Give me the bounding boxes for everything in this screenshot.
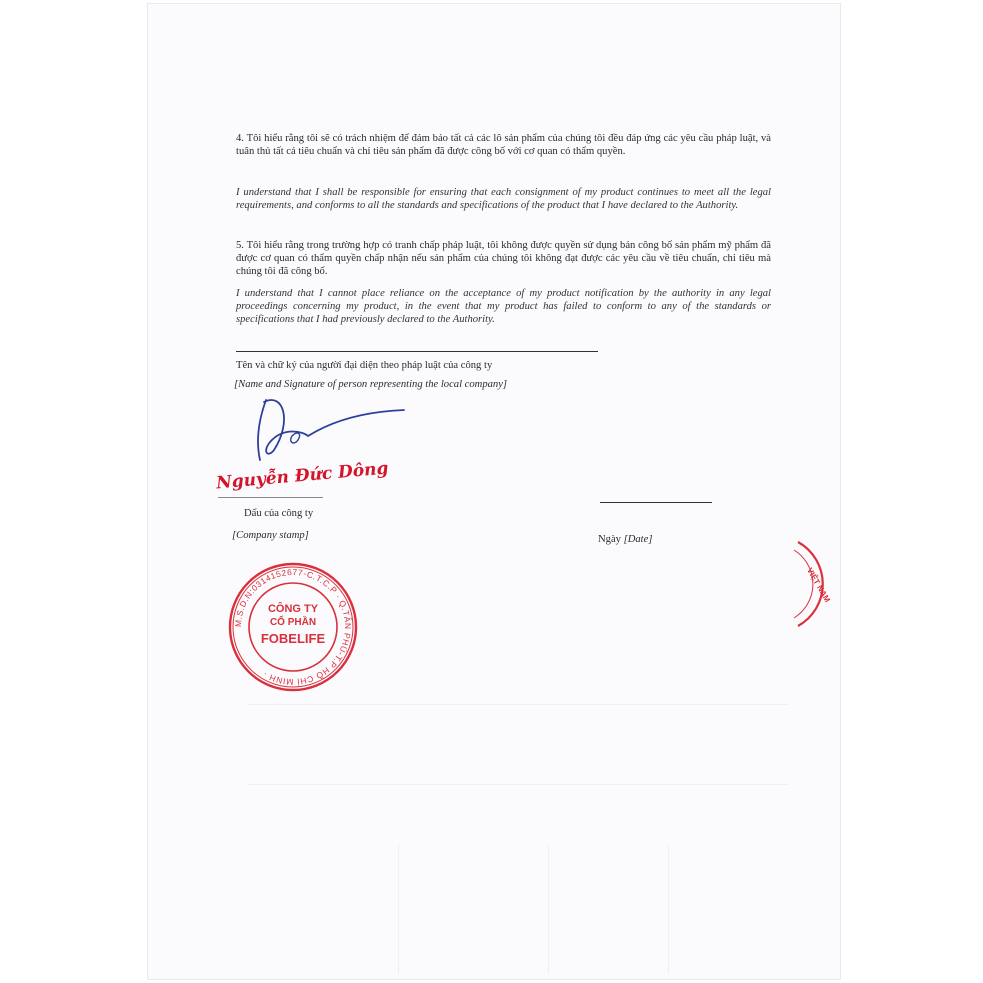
backpage-shadow-4 xyxy=(548,844,549,974)
partial-stamp-graphic xyxy=(788,534,840,634)
backpage-shadow-1 xyxy=(248,704,788,705)
signer-name: Nguyễn Đức Dông xyxy=(215,458,390,494)
date-label xyxy=(598,534,652,545)
date-label-vi: Ngày xyxy=(598,534,621,545)
stamp-label-vi: Dấu của công ty xyxy=(244,508,314,519)
date-label-en: [Date] xyxy=(623,534,653,545)
backpage-shadow-3 xyxy=(398,844,399,974)
stamp-label-en: [Company stamp] xyxy=(232,530,309,541)
signature-line xyxy=(236,351,598,352)
paragraph-4-english: I understand that I shall be responsible for ensuring that each consignment of my product continues to meet all the legal requirements, and conforms to all the standards and specifications of the product that I have declared to the Authority. xyxy=(236,187,771,212)
paragraph-5-english: I understand that I cannot place reliance on the acceptance of my product notification by the authority in any legal proceedings concerning my product, in the event that my product has failed to conform to any of the standards or specifications that I had previously declared to the Authority. xyxy=(236,288,771,326)
representative-label-en: [Name and Signature of person representing the local company] xyxy=(234,379,508,390)
handwritten-signature xyxy=(244,392,414,472)
signer-underline xyxy=(218,497,323,498)
stamp-ring-text: M.S.D.N:0314152677-C.T.C.P · Q.TÂN PHÚ-T.P HỒ CHÍ MINH · xyxy=(232,566,354,688)
backpage-shadow-5 xyxy=(668,844,669,974)
backpage-shadow-2 xyxy=(248,784,788,785)
paragraph-5-vietnamese: 5. Tôi hiểu rằng trong trường hợp có tranh chấp pháp luật, tôi không được quyền sử dụng bản công bố sản phẩm mỹ phẩm đã được cơ quan có thẩm quyền chấp nhận nếu sản phẩm của chúng tôi không đạt được các yêu cầu về tiêu chuẩn, chỉ tiêu mà chúng tôi đã công bố. xyxy=(236,240,771,278)
document-page xyxy=(148,4,840,979)
stamp-line-2: CỔ PHẦN xyxy=(269,617,317,628)
partial-stamp-text: VIỆT NAM xyxy=(805,566,832,604)
stamp-line-1: CÔNG TY xyxy=(267,603,319,615)
date-line xyxy=(600,502,712,503)
paragraph-4-vietnamese: 4. Tôi hiểu rằng tôi sẽ có trách nhiệm để đảm bảo tất cả các lô sản phẩm của chúng tôi đều đáp ứng các yêu cầu pháp luật, và tuân thủ tất cả tiêu chuẩn và chỉ tiêu sản phẩm đã được công bố với cơ quan có thẩm quyền. xyxy=(236,133,771,158)
partial-border-stamp xyxy=(788,534,840,634)
company-stamp xyxy=(227,561,359,693)
representative-label-vi: Tên và chữ ký của người đại diện theo pháp luật của công ty xyxy=(236,360,493,371)
stamp-line-3: FOBELIFE xyxy=(260,631,326,646)
